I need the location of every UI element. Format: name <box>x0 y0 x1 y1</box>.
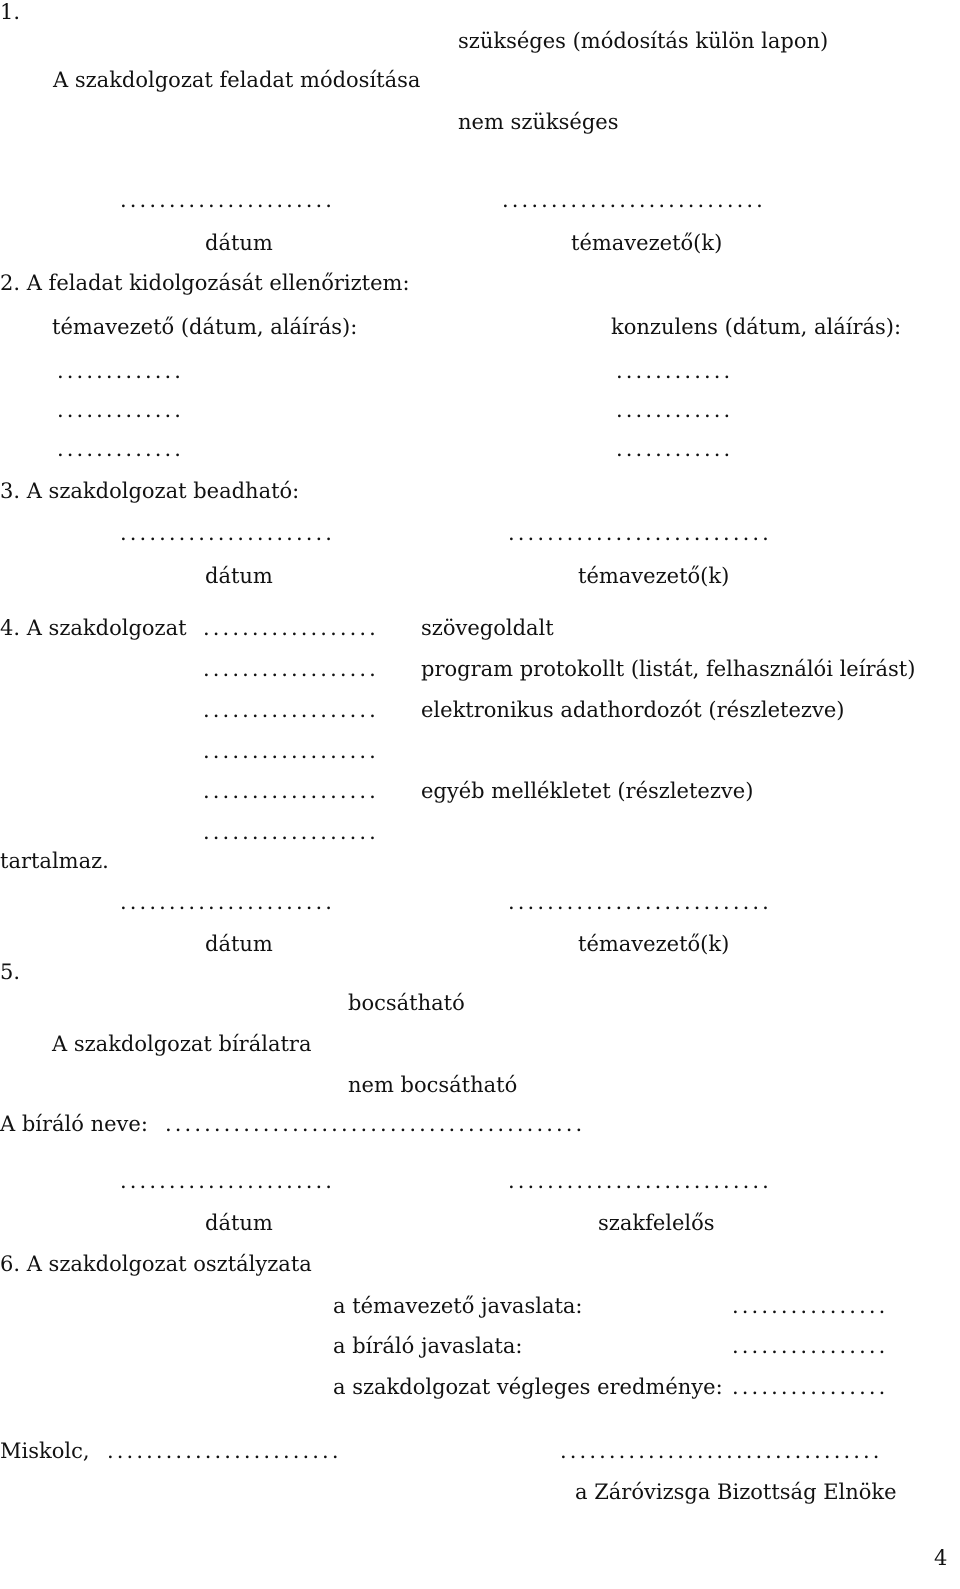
supervisor-entry-line: ............. <box>57 398 185 422</box>
other-attachment-detail-line: .................. <box>203 820 379 844</box>
page-number: 4 <box>934 1546 948 1570</box>
place-date-line: ........................ <box>107 1439 342 1463</box>
supervisor-signature-line: ........................... <box>502 188 766 212</box>
option-reviewable: bocsátható <box>348 991 465 1015</box>
section-5-number: 5. <box>0 960 21 984</box>
contains-label: tartalmaz. <box>0 849 109 873</box>
modification-label: A szakdolgozat feladat módosítása <box>53 68 421 92</box>
section-3-title: 3. A szakdolgozat beadható: <box>0 479 300 503</box>
section-1-number: 1. <box>0 0 21 24</box>
supervisor-caption: témavezető(k) <box>578 932 730 956</box>
supervisor-suggestion-line: ................ <box>732 1294 889 1318</box>
chair-signature-line: ................................. <box>560 1439 883 1463</box>
date-caption: dátum <box>205 231 273 255</box>
consultant-entry-line: ............ <box>616 437 734 461</box>
electronic-media-line: .................. <box>203 698 379 722</box>
consultant-column-heading: konzulens (dátum, aláírás): <box>611 315 902 339</box>
option-not-reviewable: nem bocsátható <box>348 1073 518 1097</box>
date-caption: dátum <box>205 564 273 588</box>
supervisor-suggestion-label: a témavezető javaslata: <box>333 1294 583 1318</box>
supervisor-signature-line: ........................... <box>508 890 772 914</box>
supervisor-signature-line: ........................... <box>508 521 772 545</box>
option-modification-not-required: nem szükséges <box>458 110 619 134</box>
supervisor-caption: témavezető(k) <box>571 231 723 255</box>
text-pages-line: .................. <box>203 616 379 640</box>
reviewer-suggestion-label: a bíráló javaslata: <box>333 1334 523 1358</box>
program-head-signature-line: ........................... <box>508 1169 772 1193</box>
program-protocol-label: program protokollt (listát, felhasználói leírást) <box>421 657 916 681</box>
section-4-lead: 4. A szakdolgozat <box>0 616 187 640</box>
electronic-media-detail-line: .................. <box>203 739 379 763</box>
electronic-media-label: elektronikus adathordozót (részletezve) <box>421 698 845 722</box>
supervisor-column-heading: témavezető (dátum, aláírás): <box>52 315 358 339</box>
consultant-entry-line: ............ <box>616 398 734 422</box>
review-label: A szakdolgozat bírálatra <box>52 1032 312 1056</box>
section-6-title: 6. A szakdolgozat osztályzata <box>0 1252 312 1276</box>
supervisor-caption: témavezető(k) <box>578 564 730 588</box>
other-attachment-line: .................. <box>203 779 379 803</box>
section-2-title: 2. A feladat kidolgozását ellenőriztem: <box>0 271 410 295</box>
final-result-line: ................ <box>732 1375 889 1399</box>
other-attachment-label: egyéb mellékletet (részletezve) <box>421 779 754 803</box>
reviewer-suggestion-line: ................ <box>732 1334 889 1358</box>
option-modification-required: szükséges (módosítás külön lapon) <box>458 29 829 53</box>
text-pages-label: szövegoldalt <box>421 616 554 640</box>
date-signature-line: ...................... <box>120 188 336 212</box>
supervisor-entry-line: ............. <box>57 437 185 461</box>
place-label: Miskolc, <box>0 1439 90 1463</box>
date-caption: dátum <box>205 1211 273 1235</box>
date-signature-line: ...................... <box>120 521 336 545</box>
date-signature-line: ...................... <box>120 890 336 914</box>
reviewer-name-label: A bíráló neve: <box>0 1112 148 1136</box>
reviewer-name-line: ........................................... <box>165 1112 586 1136</box>
consultant-entry-line: ............ <box>616 359 734 383</box>
date-caption: dátum <box>205 932 273 956</box>
program-protocol-line: .................. <box>203 657 379 681</box>
final-result-label: a szakdolgozat végleges eredménye: <box>333 1375 723 1399</box>
supervisor-entry-line: ............. <box>57 359 185 383</box>
date-signature-line: ...................... <box>120 1169 336 1193</box>
chair-caption: a Záróvizsga Bizottság Elnöke <box>575 1480 897 1504</box>
program-head-caption: szakfelelős <box>598 1211 715 1235</box>
